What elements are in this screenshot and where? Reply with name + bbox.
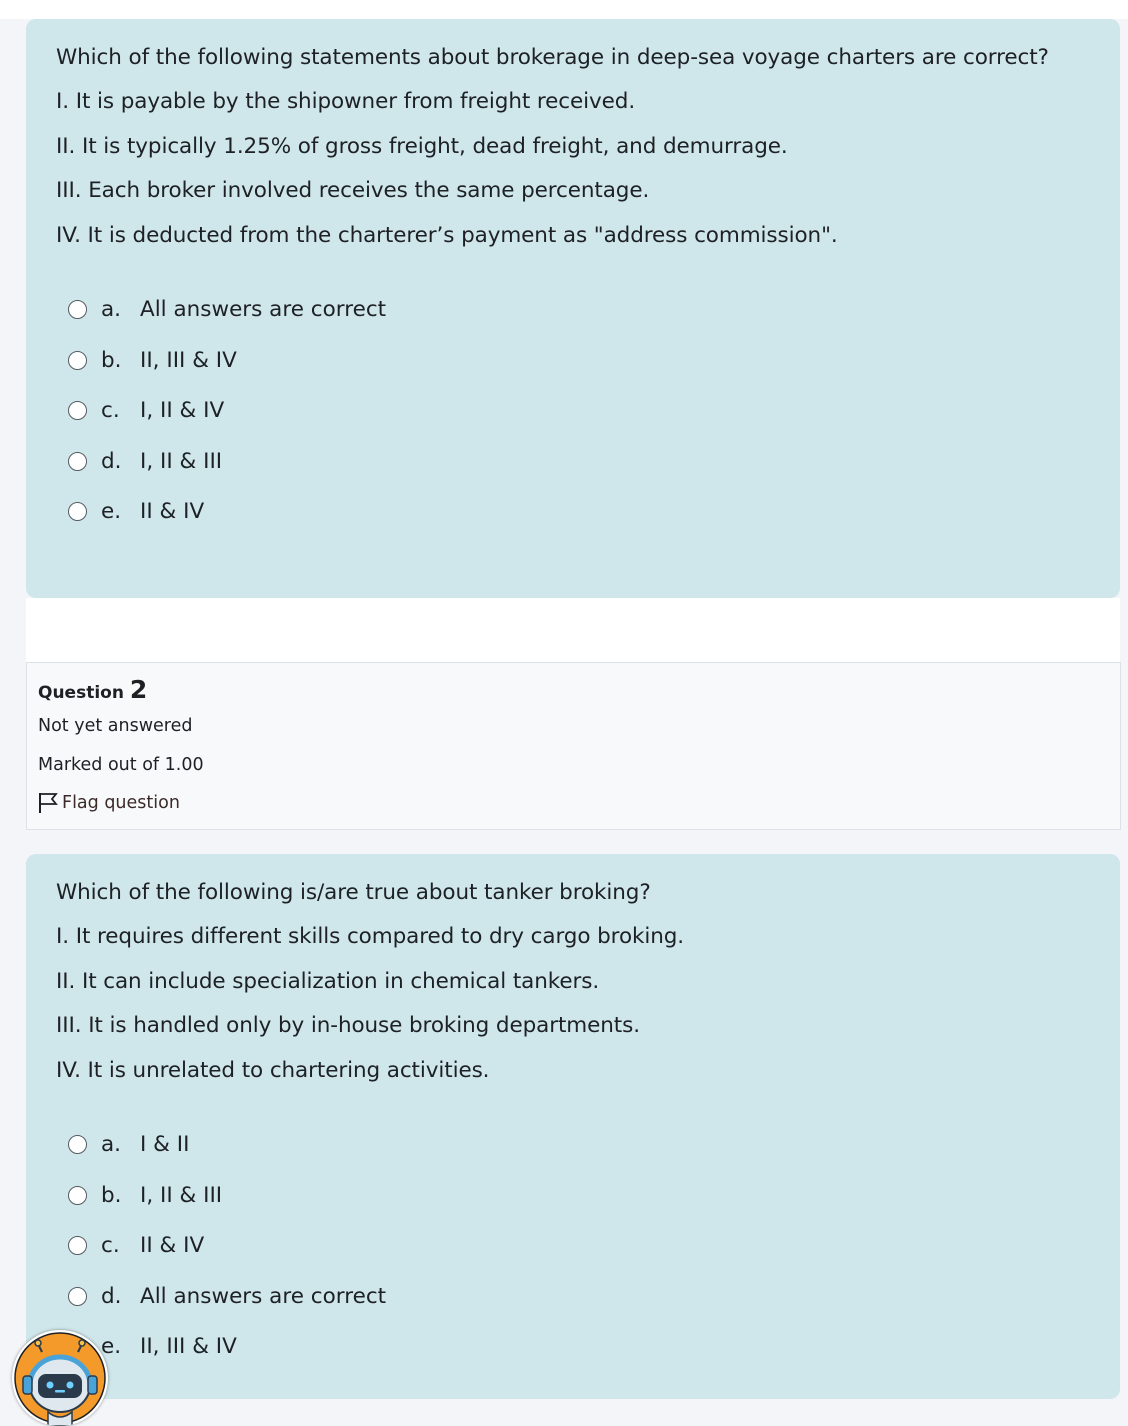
answer-text[interactable]: All answers are correct	[140, 1283, 387, 1309]
answer-letter: b.	[101, 347, 122, 373]
answer-letter: c.	[101, 398, 120, 424]
question-1-stem: Which of the following statements about brokerage in deep-sea voyage charters are correct?	[56, 45, 1049, 70]
q1-answer-c[interactable]	[56, 386, 1090, 437]
question-grade: Marked out of 1.00	[38, 755, 204, 775]
answer-text[interactable]: II & IV	[140, 1233, 205, 1259]
top-strip	[0, 0, 1128, 19]
q1-answer-e[interactable]	[56, 487, 1090, 538]
question-1-statement-1: I. It is payable by the shipowner from freight received.	[56, 89, 636, 114]
q1-radio-e[interactable]	[68, 502, 87, 521]
q1-radio-c[interactable]	[68, 401, 87, 420]
answer-text[interactable]: I, II & III	[140, 448, 223, 474]
answer-text[interactable]: I, II & IV	[140, 398, 225, 424]
answer-text[interactable]: I & II	[140, 1132, 190, 1158]
info-gap	[26, 830, 1120, 854]
q1-answer-a[interactable]	[56, 285, 1090, 336]
question-1-statement-3: III. Each broker involved receives the same percentage.	[56, 178, 650, 203]
assistant-bot-button[interactable]	[12, 1330, 108, 1426]
q1-answer-d[interactable]	[56, 436, 1090, 487]
q2-answer-d[interactable]	[56, 1271, 1090, 1322]
answer-letter: d.	[101, 448, 122, 474]
q2-answer-e[interactable]	[56, 1322, 1090, 1373]
q2-radio-c[interactable]	[68, 1236, 87, 1255]
question-number-value: 2	[129, 675, 148, 704]
q2-radio-b[interactable]	[68, 1186, 87, 1205]
answer-text[interactable]: All answers are correct	[140, 297, 387, 323]
answer-letter: e.	[101, 1334, 122, 1360]
question-2-answers	[56, 1120, 1090, 1373]
question-2-info-panel	[26, 662, 1121, 830]
q1-radio-a[interactable]	[68, 300, 87, 319]
q2-radio-d[interactable]	[68, 1287, 87, 1306]
answer-letter: a.	[101, 297, 122, 323]
answer-text[interactable]: II, III & IV	[140, 347, 237, 373]
question-1-statement-2: II. It is typically 1.25% of gross freight, dead freight, and demurrage.	[56, 133, 788, 159]
robot-assistant-icon[interactable]	[12, 1330, 108, 1426]
answer-text[interactable]: I, II & III	[140, 1182, 223, 1208]
answer-letter: c.	[101, 1233, 120, 1259]
flag-question-label[interactable]: Flag question	[62, 793, 180, 813]
question-1-text	[56, 41, 1090, 252]
q2-answer-a[interactable]	[56, 1120, 1090, 1171]
question-2-statement-3: III. It is handled only by in-house broking departments.	[56, 1013, 640, 1038]
q1-answer-b[interactable]	[56, 335, 1090, 386]
q1-radio-d[interactable]	[68, 452, 87, 471]
question-1-text-box	[26, 19, 1120, 598]
question-label: Question	[38, 683, 124, 703]
answer-letter: b.	[101, 1182, 122, 1208]
q2-answer-c[interactable]	[56, 1221, 1090, 1272]
question-state: Not yet answered	[38, 716, 193, 736]
q2-radio-a[interactable]	[68, 1135, 87, 1154]
answer-letter: e.	[101, 499, 122, 525]
q2-answer-b[interactable]	[56, 1170, 1090, 1221]
answer-text[interactable]: II & IV	[140, 499, 205, 525]
answer-text[interactable]: II, III & IV	[140, 1334, 237, 1360]
question-2-statement-1: I. It requires different skills compared to dry cargo broking.	[56, 924, 685, 949]
flag-outline-icon[interactable]	[38, 792, 58, 814]
question-2-statement-4: IV. It is unrelated to chartering activities.	[56, 1057, 490, 1083]
question-2-text-box	[26, 854, 1120, 1399]
question-2-text	[56, 876, 1090, 1087]
question-1-statement-4: IV. It is deducted from the charterer’s payment as "address commission".	[56, 222, 838, 248]
question-1-footer-space	[26, 598, 1120, 662]
answer-letter: a.	[101, 1132, 122, 1158]
question-2-statement-2: II. It can include specialization in chemical tankers.	[56, 968, 600, 994]
answer-letter: d.	[101, 1283, 122, 1309]
q1-radio-b[interactable]	[68, 351, 87, 370]
question-2-stem: Which of the following is/are true about tanker broking?	[56, 880, 651, 905]
question-1-answers	[56, 285, 1090, 538]
question-number	[38, 675, 1109, 705]
flag-question-link[interactable]	[38, 792, 1109, 814]
